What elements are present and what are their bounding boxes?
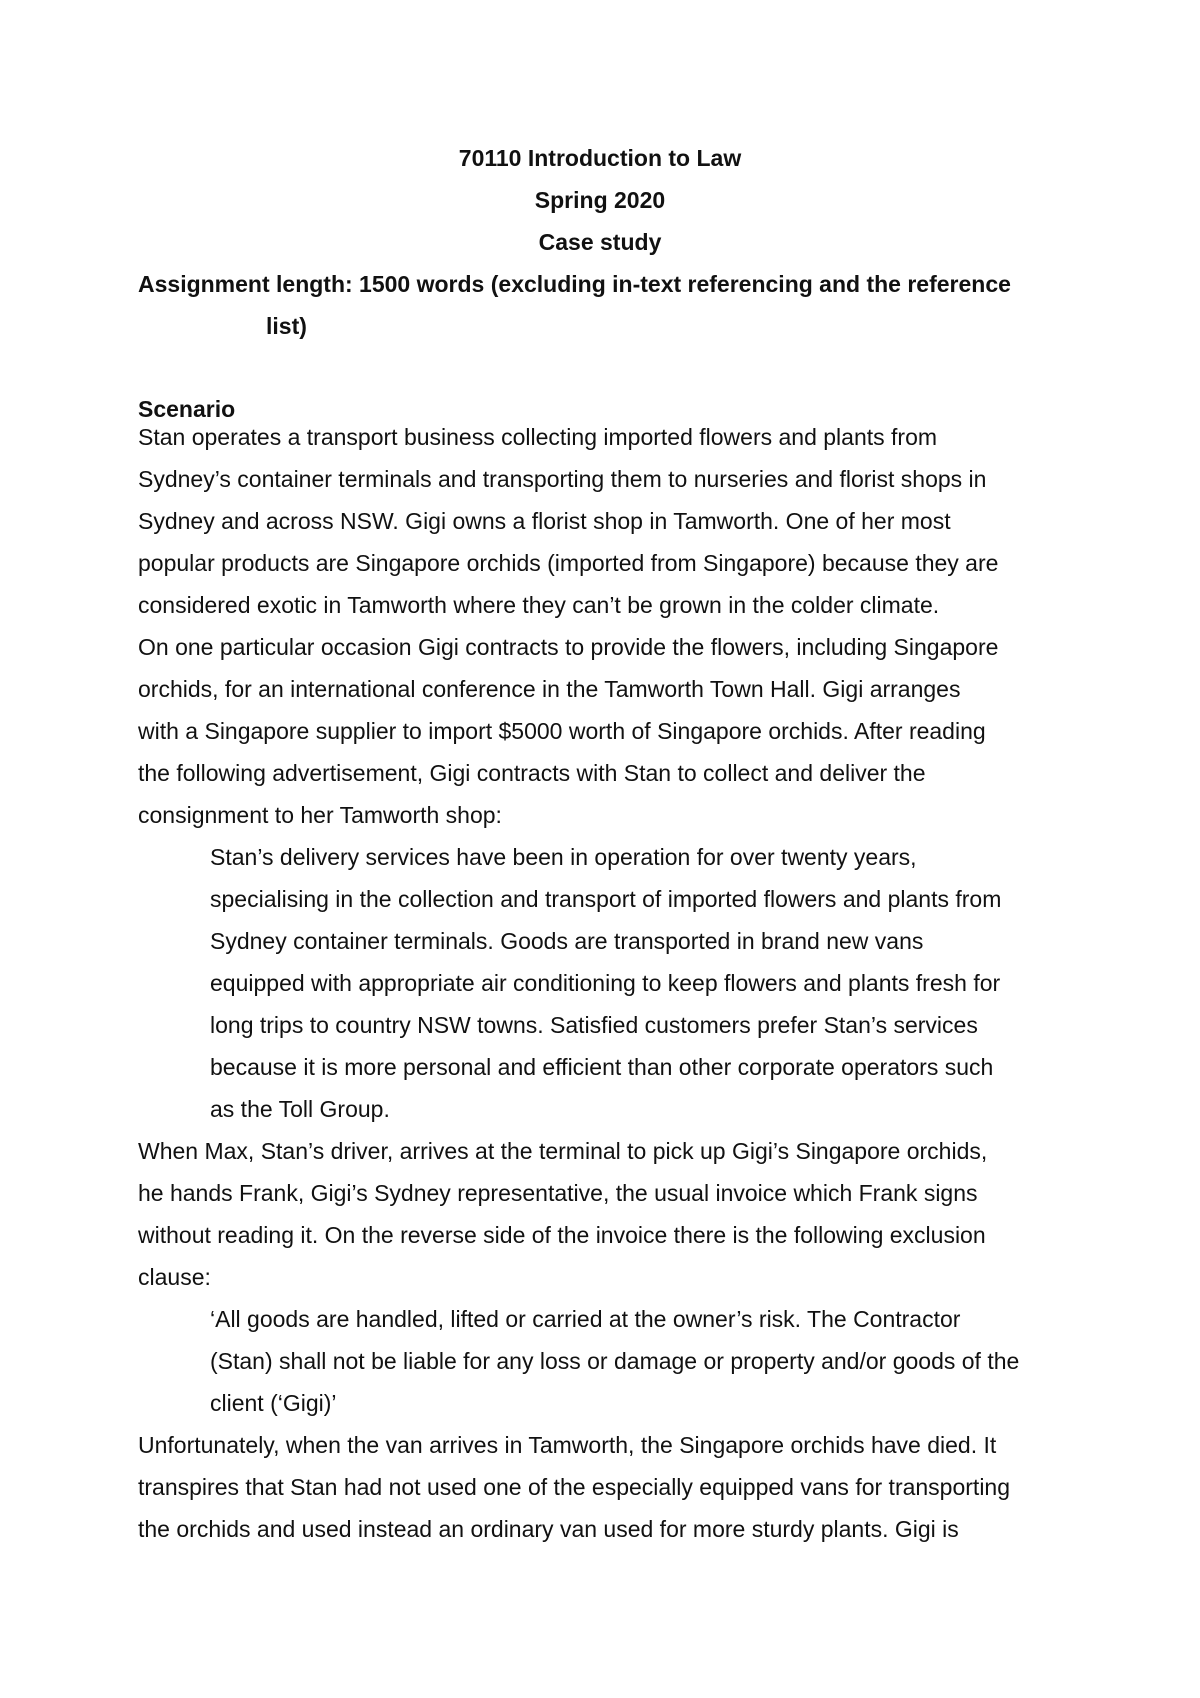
advertisement-line: long trips to country NSW towns. Satisfied customers prefer Stan’s services	[210, 1012, 978, 1038]
paragraph-1-line: Sydney’s container terminals and transporting them to nurseries and florist shops in	[138, 466, 987, 492]
paragraph-3-line: When Max, Stan’s driver, arrives at the terminal to pick up Gigi’s Singapore orchids,	[138, 1138, 988, 1164]
paragraph-3-line: clause:	[138, 1264, 211, 1290]
document-type: Case study	[538, 229, 662, 255]
paragraph-4-line: Unfortunately, when the van arrives in Tamworth, the Singapore orchids have died. It	[138, 1432, 997, 1458]
advertisement-line: equipped with appropriate air conditioning to keep flowers and plants fresh for	[210, 970, 1001, 996]
exclusion-clause-line: (Stan) shall not be liable for any loss or damage or property and/or goods of the	[210, 1348, 1020, 1374]
paragraph-2-line: On one particular occasion Gigi contracts to provide the flowers, including Singapore	[138, 634, 999, 660]
paragraph-3-line: without reading it. On the reverse side of the invoice there is the following exclusion	[138, 1222, 986, 1248]
course-title: 70110 Introduction to Law	[458, 145, 742, 171]
advertisement-line: as the Toll Group.	[210, 1096, 390, 1122]
exclusion-clause-line: ‘All goods are handled, lifted or carried at the owner’s risk. The Contractor	[210, 1306, 961, 1332]
paragraph-2-line: orchids, for an international conference in the Tamworth Town Hall. Gigi arranges	[138, 676, 961, 702]
paragraph-1-line: Sydney and across NSW. Gigi owns a florist shop in Tamworth. One of her most	[138, 508, 951, 534]
paragraph-2-line: consignment to her Tamworth shop:	[138, 802, 502, 828]
paragraph-4-line: the orchids and used instead an ordinary van used for more sturdy plants. Gigi is	[138, 1516, 959, 1542]
exclusion-clause-line: client (‘Gigi)’	[210, 1390, 337, 1416]
paragraph-1-line: popular products are Singapore orchids (imported from Singapore) because they are	[138, 550, 999, 576]
paragraph-2-line: the following advertisement, Gigi contracts with Stan to collect and deliver the	[138, 760, 926, 786]
paragraph-1-line: Stan operates a transport business collecting imported flowers and plants from	[138, 424, 938, 450]
scenario-heading: Scenario	[138, 396, 236, 422]
assignment-length-line-1: Assignment length: 1500 words (excluding in-text referencing and the reference	[138, 271, 1011, 297]
advertisement-line: Sydney container terminals. Goods are transported in brand new vans	[210, 928, 924, 954]
advertisement-line: specialising in the collection and transport of imported flowers and plants from	[210, 886, 1002, 912]
paragraph-4-line: transpires that Stan had not used one of the especially equipped vans for transporting	[138, 1474, 1011, 1500]
semester: Spring 2020	[534, 187, 666, 213]
advertisement-line: Stan’s delivery services have been in operation for over twenty years,	[210, 844, 917, 870]
paragraph-3-line: he hands Frank, Gigi’s Sydney representative, the usual invoice which Frank signs	[138, 1180, 978, 1206]
advertisement-line: because it is more personal and efficient than other corporate operators such	[210, 1054, 994, 1080]
paragraph-2-line: with a Singapore supplier to import $5000 worth of Singapore orchids. After reading	[138, 718, 986, 744]
paragraph-1-line: considered exotic in Tamworth where they can’t be grown in the colder climate.	[138, 592, 940, 618]
assignment-length-line-2: list)	[266, 313, 307, 339]
